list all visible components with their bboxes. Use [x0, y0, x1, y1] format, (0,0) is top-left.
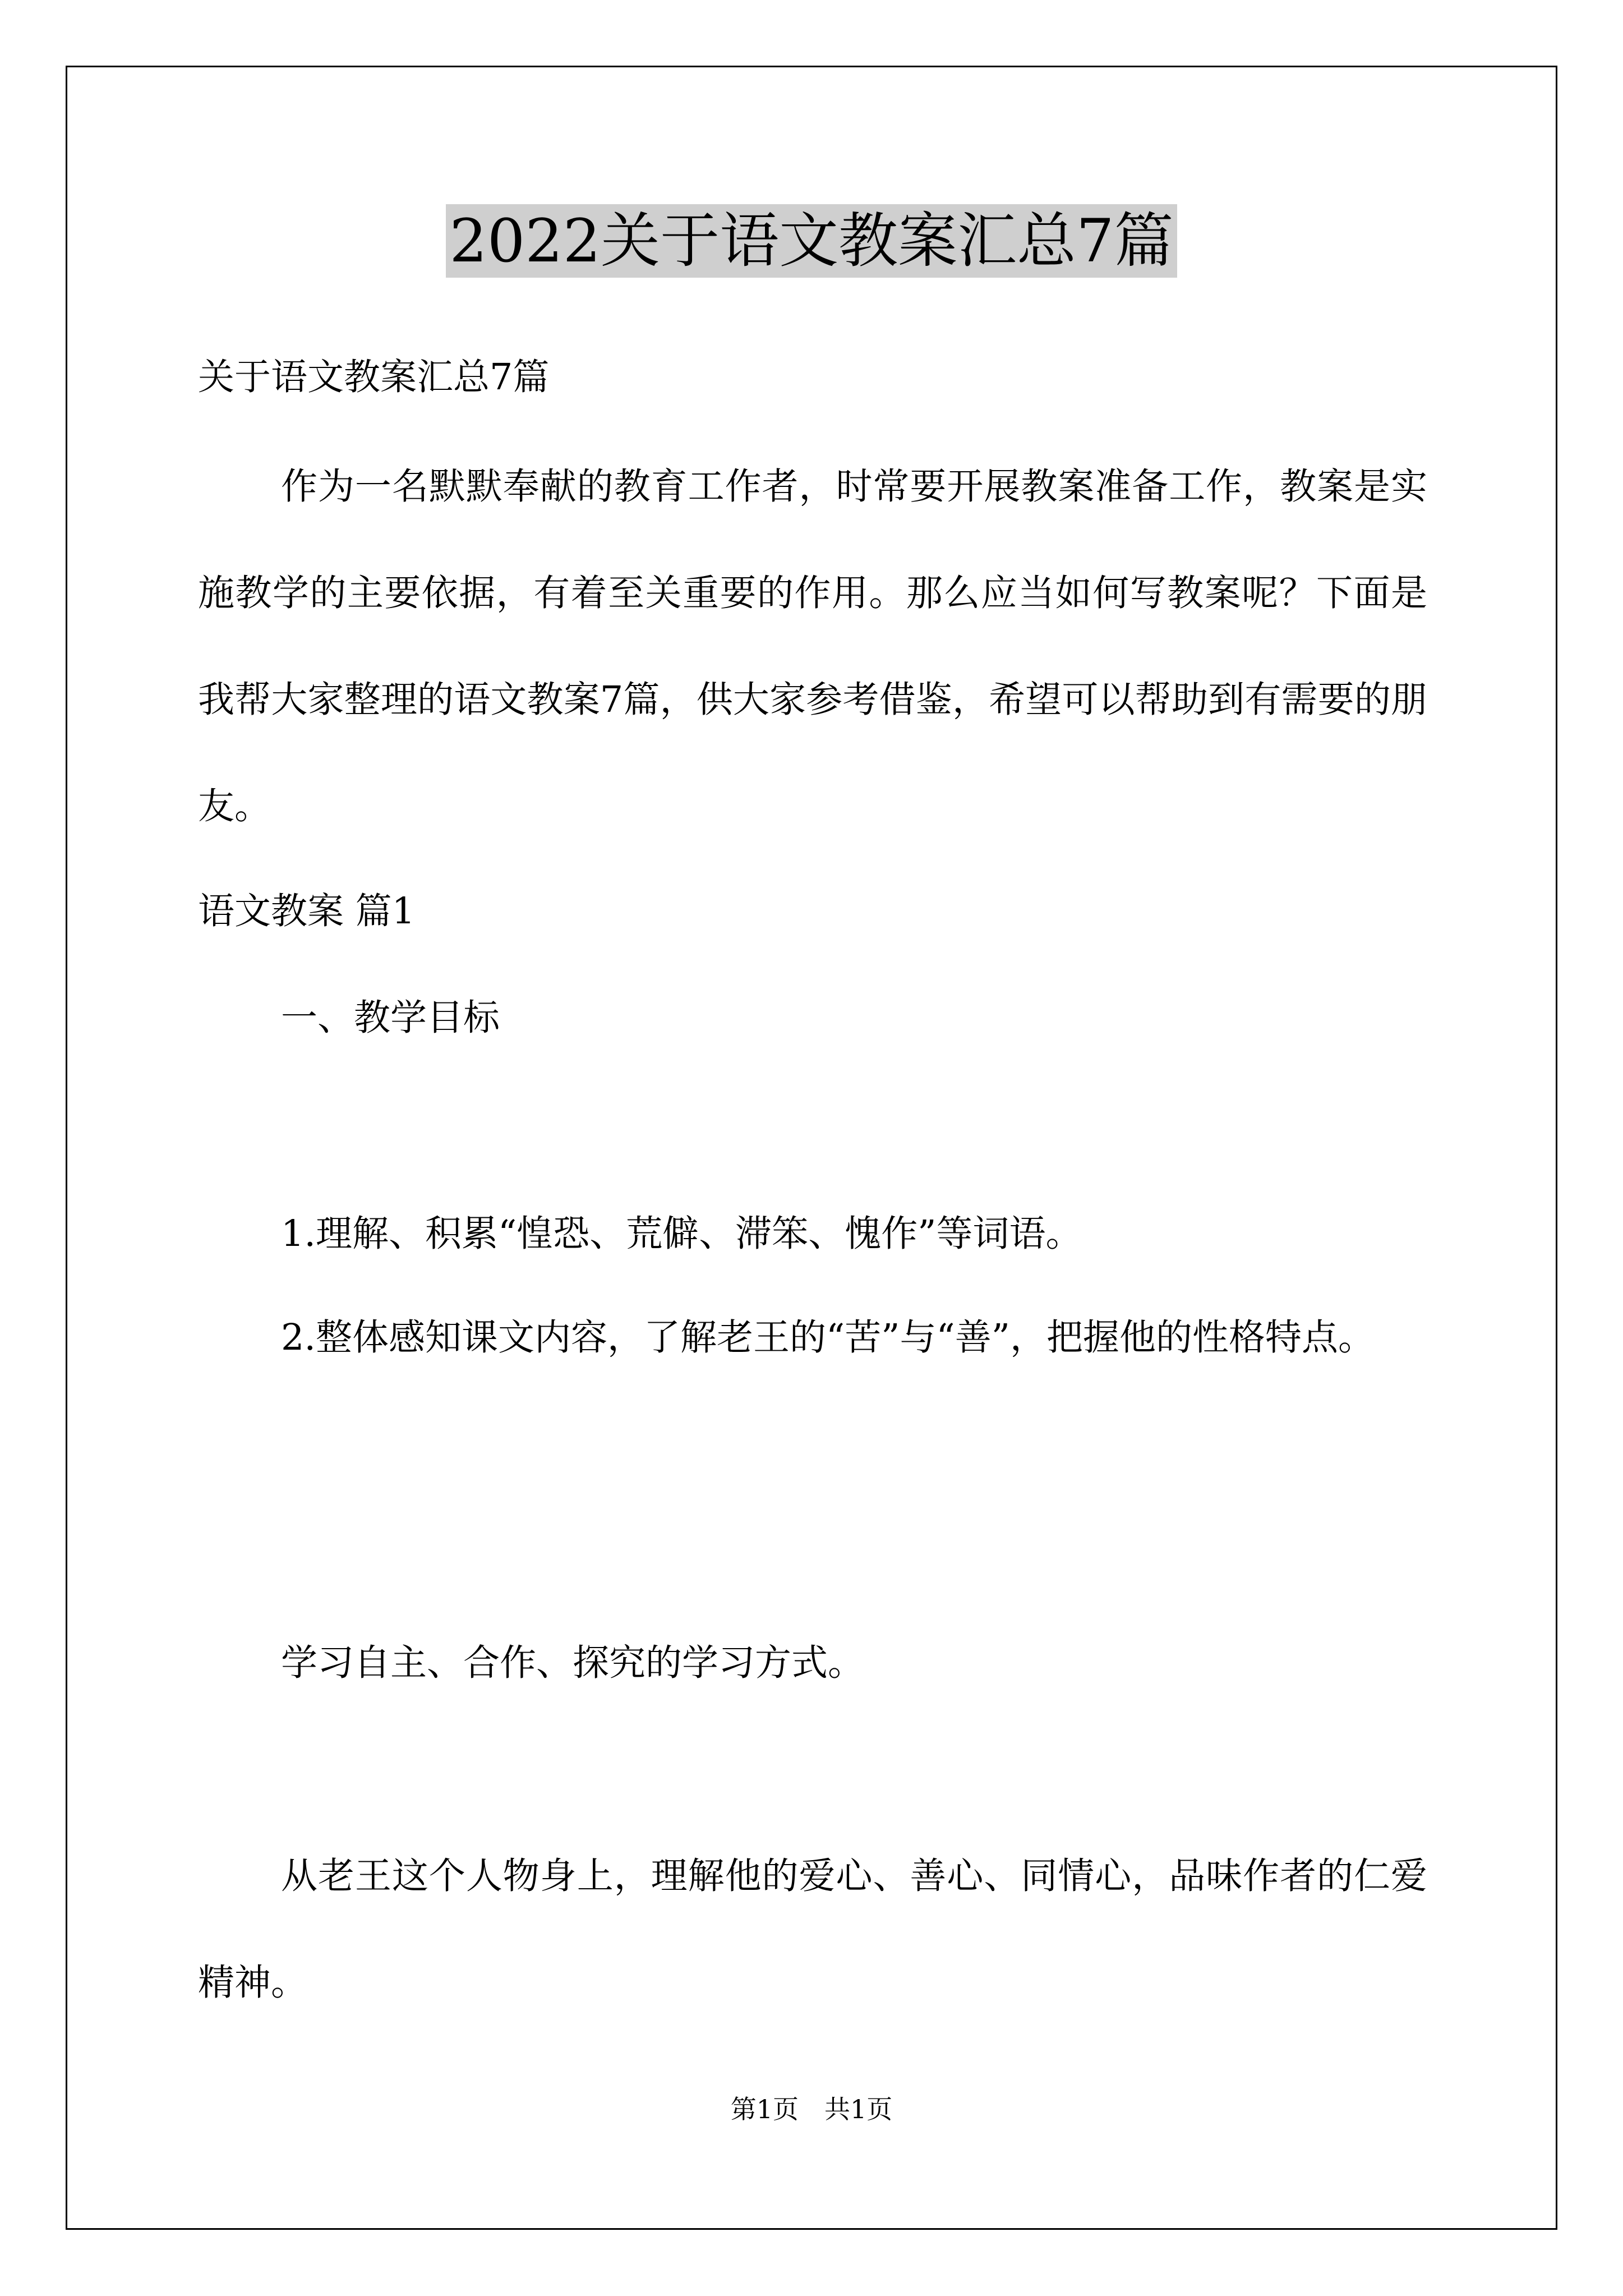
objective-1: 1.理解、积累“惶恐、荒僻、滞笨、愧作”等词语。 — [281, 1213, 1082, 1255]
method-paragraph: 学习自主、合作、探究的学习方式。 — [281, 1642, 865, 1684]
document-title — [0, 205, 1623, 278]
intro-paragraph: 作为一名默默奉献的教育工作者，时常要开展教案准备工作，教案是实施教学的主要依据，有着至关重要的作用。那么应当如何写教案呢？下面是我帮大家整理的语文教案7篇，供大家参考借鉴，希望可以帮助到有需要的朋友。 — [198, 466, 1427, 827]
document-title-text: 2022关于语文教案汇总7篇 — [446, 204, 1177, 278]
page-footer: 第1页 共1页 — [730, 2094, 893, 2124]
section-heading: 语文教案 篇1 — [198, 890, 416, 932]
document-subtitle: 关于语文教案汇总7篇 — [198, 356, 550, 398]
emotion-paragraph: 从老王这个人物身上，理解他的爱心、善心、同情心，品味作者的仁爱精神。 — [198, 1855, 1427, 2004]
objective-2: 2.整体感知课文内容，了解老王的“苦”与“善”，把握他的性格特点。 — [281, 1317, 1375, 1359]
objectives-heading: 一、教学目标 — [281, 997, 500, 1039]
